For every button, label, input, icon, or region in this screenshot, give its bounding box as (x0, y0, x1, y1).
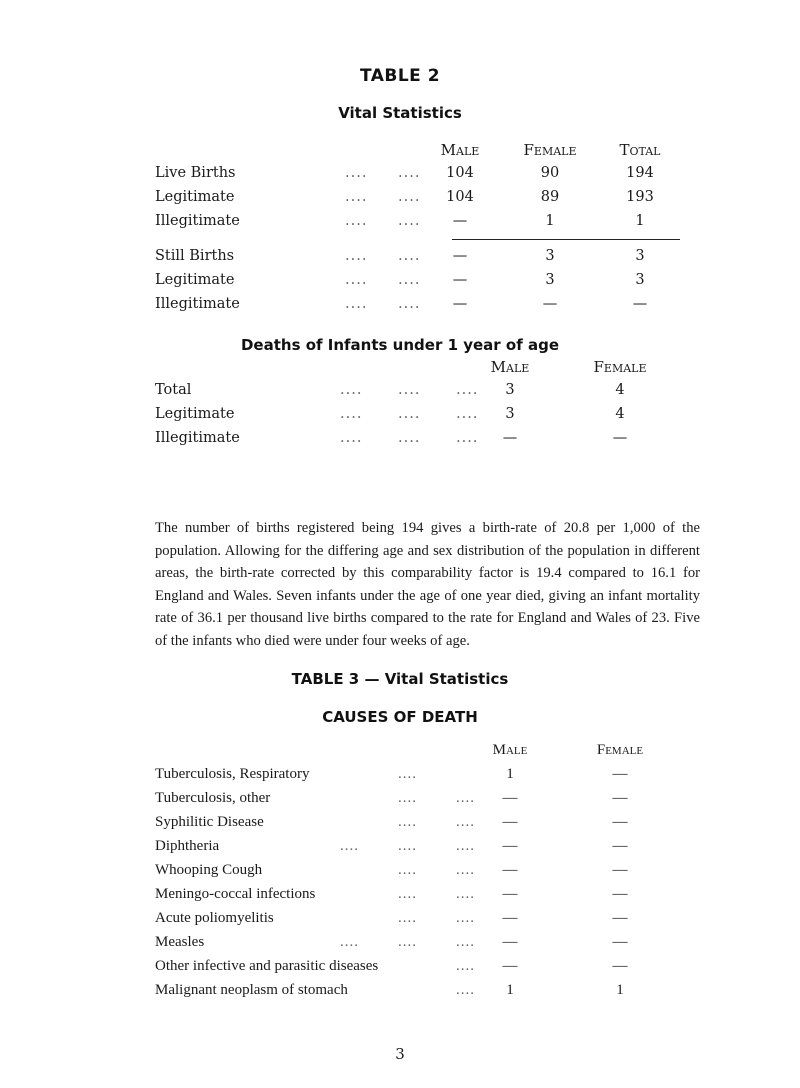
female-value: 1 (616, 982, 624, 998)
col-female-header: Female (596, 742, 644, 758)
leader-dots: .... (456, 430, 479, 446)
female-value: 4 (615, 406, 625, 422)
leader-dots: .... (398, 790, 417, 806)
table-row (0, 862, 800, 886)
leader-dots: .... (398, 886, 417, 902)
male-value: 1 (506, 766, 514, 782)
total-value: 3 (635, 248, 645, 264)
row-label: Illegitimate (155, 296, 240, 312)
leader-dots: .... (340, 934, 359, 950)
male-value: — (502, 910, 518, 926)
row-label: Live Births (155, 165, 236, 181)
cause-label: Malignant neoplasm of stomach (155, 982, 348, 998)
table-row (0, 382, 800, 406)
leader-dots: .... (398, 406, 421, 422)
leader-dots: .... (456, 958, 475, 974)
male-value: 104 (446, 189, 474, 205)
col-total-header: Total (619, 141, 661, 159)
male-value: — (502, 886, 518, 902)
leader-dots: .... (398, 430, 421, 446)
page-number: 3 (395, 1045, 405, 1063)
total-value: 193 (626, 189, 654, 205)
divider (452, 239, 680, 240)
male-value: 3 (505, 382, 515, 398)
row-label: Legitimate (155, 406, 235, 422)
female-value: — (612, 958, 628, 974)
female-value: — (612, 910, 628, 926)
table-row (0, 272, 800, 296)
table2-subtitle: Vital Statistics (338, 104, 462, 122)
table-row (0, 296, 800, 320)
female-value: 89 (540, 189, 560, 205)
cause-label: Tuberculosis, Respiratory (155, 766, 310, 782)
table-row (0, 886, 800, 910)
male-value: — (452, 296, 468, 312)
table-row (0, 766, 800, 790)
cause-label: Diphtheria (155, 838, 220, 854)
leader-dots: .... (398, 766, 417, 782)
row-label: Illegitimate (155, 430, 240, 446)
leader-dots: .... (340, 406, 363, 422)
table-row (0, 910, 800, 934)
leader-dots: .... (345, 296, 368, 312)
row-label: Legitimate (155, 272, 235, 288)
leader-dots: .... (398, 189, 421, 205)
cause-label: Other infective and parasitic diseases (155, 958, 379, 974)
male-value: — (502, 934, 518, 950)
table-row (0, 814, 800, 838)
leader-dots: .... (398, 382, 421, 398)
col-male-header: Male (490, 358, 530, 376)
table-row (0, 406, 800, 430)
female-value: 1 (545, 213, 555, 229)
female-value: — (612, 766, 628, 782)
leader-dots: .... (340, 430, 363, 446)
table-row (0, 165, 800, 189)
cause-label: Tuberculosis, other (155, 790, 271, 806)
cause-label: Acute poliomyelitis (155, 910, 274, 926)
leader-dots: .... (340, 838, 359, 854)
table-row (0, 430, 800, 454)
leader-dots: .... (398, 248, 421, 264)
table-row (0, 189, 800, 213)
leader-dots: .... (345, 213, 368, 229)
birth-rate-paragraph: The number of births registered being 194 gives a birth-rate of 20.8 per 1,000 of the population. Allowing for the differing age and sex distribution of the population in different areas, the birth-rate corrected by this comparability factor is 19.4 compared to 16.1 for England and Wales. Seven infants under the age of one year died, giving an infant mortality rate of 36.1 per thousand live births compared to the rate for England and Wales of 23. Five of the infants who died were under four weeks of age. (155, 520, 700, 649)
leader-dots: .... (340, 382, 363, 398)
leader-dots: .... (456, 982, 475, 998)
leader-dots: .... (398, 296, 421, 312)
leader-dots: .... (398, 165, 421, 181)
leader-dots: .... (345, 248, 368, 264)
female-value: 4 (615, 382, 625, 398)
infant-header-row (0, 358, 800, 382)
leader-dots: .... (456, 934, 475, 950)
male-value: — (502, 862, 518, 878)
total-value: 3 (635, 272, 645, 288)
female-value: 90 (540, 165, 560, 181)
male-value: 104 (446, 165, 474, 181)
male-value: — (502, 838, 518, 854)
leader-dots: .... (398, 814, 417, 830)
male-value: — (502, 790, 518, 806)
row-label: Still Births (155, 248, 235, 264)
table-row (0, 790, 800, 814)
table2-title: TABLE 2 (359, 66, 441, 86)
leader-dots: .... (456, 382, 479, 398)
leader-dots: .... (456, 910, 475, 926)
leader-dots: .... (456, 406, 479, 422)
total-value: 1 (635, 213, 645, 229)
leader-dots: .... (456, 790, 475, 806)
leader-dots: .... (398, 862, 417, 878)
leader-dots: .... (456, 814, 475, 830)
leader-dots: .... (398, 213, 421, 229)
female-value: — (612, 814, 628, 830)
table-row (0, 934, 800, 958)
leader-dots: .... (456, 838, 475, 854)
female-value: — (612, 934, 628, 950)
cause-label: Measles (155, 934, 205, 950)
row-label: Total (155, 382, 192, 398)
female-value: 3 (545, 272, 555, 288)
table-row (0, 982, 800, 1006)
male-value: — (452, 272, 468, 288)
male-value: — (452, 213, 468, 229)
female-value: — (612, 790, 628, 806)
col-male-header: Male (492, 742, 528, 758)
male-value: — (452, 248, 468, 264)
male-value: — (502, 430, 518, 446)
female-value: 3 (545, 248, 555, 264)
female-value: — (612, 838, 628, 854)
table-row (0, 838, 800, 862)
leader-dots: .... (398, 272, 421, 288)
leader-dots: .... (456, 862, 475, 878)
total-value: — (632, 296, 648, 312)
total-value: 194 (626, 165, 654, 181)
leader-dots: .... (398, 934, 417, 950)
cause-label: Syphilitic Disease (155, 814, 264, 830)
male-value: — (502, 814, 518, 830)
row-label: Illegitimate (155, 213, 240, 229)
male-value: 3 (505, 406, 515, 422)
cause-label: Whooping Cough (155, 862, 263, 878)
col-male-header: Male (440, 141, 480, 159)
table3-header-row (0, 742, 800, 766)
female-value: — (612, 862, 628, 878)
male-value: 1 (506, 982, 514, 998)
leader-dots: .... (345, 189, 368, 205)
leader-dots: .... (398, 838, 417, 854)
female-value: — (612, 430, 628, 446)
table2-header-row (0, 141, 800, 165)
col-female-header: Female (593, 358, 647, 376)
leader-dots: .... (456, 886, 475, 902)
table3-subtitle: CAUSES OF DEATH (322, 708, 478, 726)
table-row (0, 213, 800, 237)
infant-deaths-title: Deaths of Infants under 1 year of age (240, 336, 560, 354)
col-female-header: Female (523, 141, 577, 159)
leader-dots: .... (398, 910, 417, 926)
table3-title: TABLE 3 — Vital Statistics (291, 670, 509, 688)
table-row (0, 958, 800, 982)
leader-dots: .... (345, 272, 368, 288)
leader-dots: .... (345, 165, 368, 181)
cause-label: Meningo-coccal infections (155, 886, 316, 902)
male-value: — (502, 958, 518, 974)
female-value: — (612, 886, 628, 902)
table-row (0, 248, 800, 272)
row-label: Legitimate (155, 189, 235, 205)
female-value: — (542, 296, 558, 312)
